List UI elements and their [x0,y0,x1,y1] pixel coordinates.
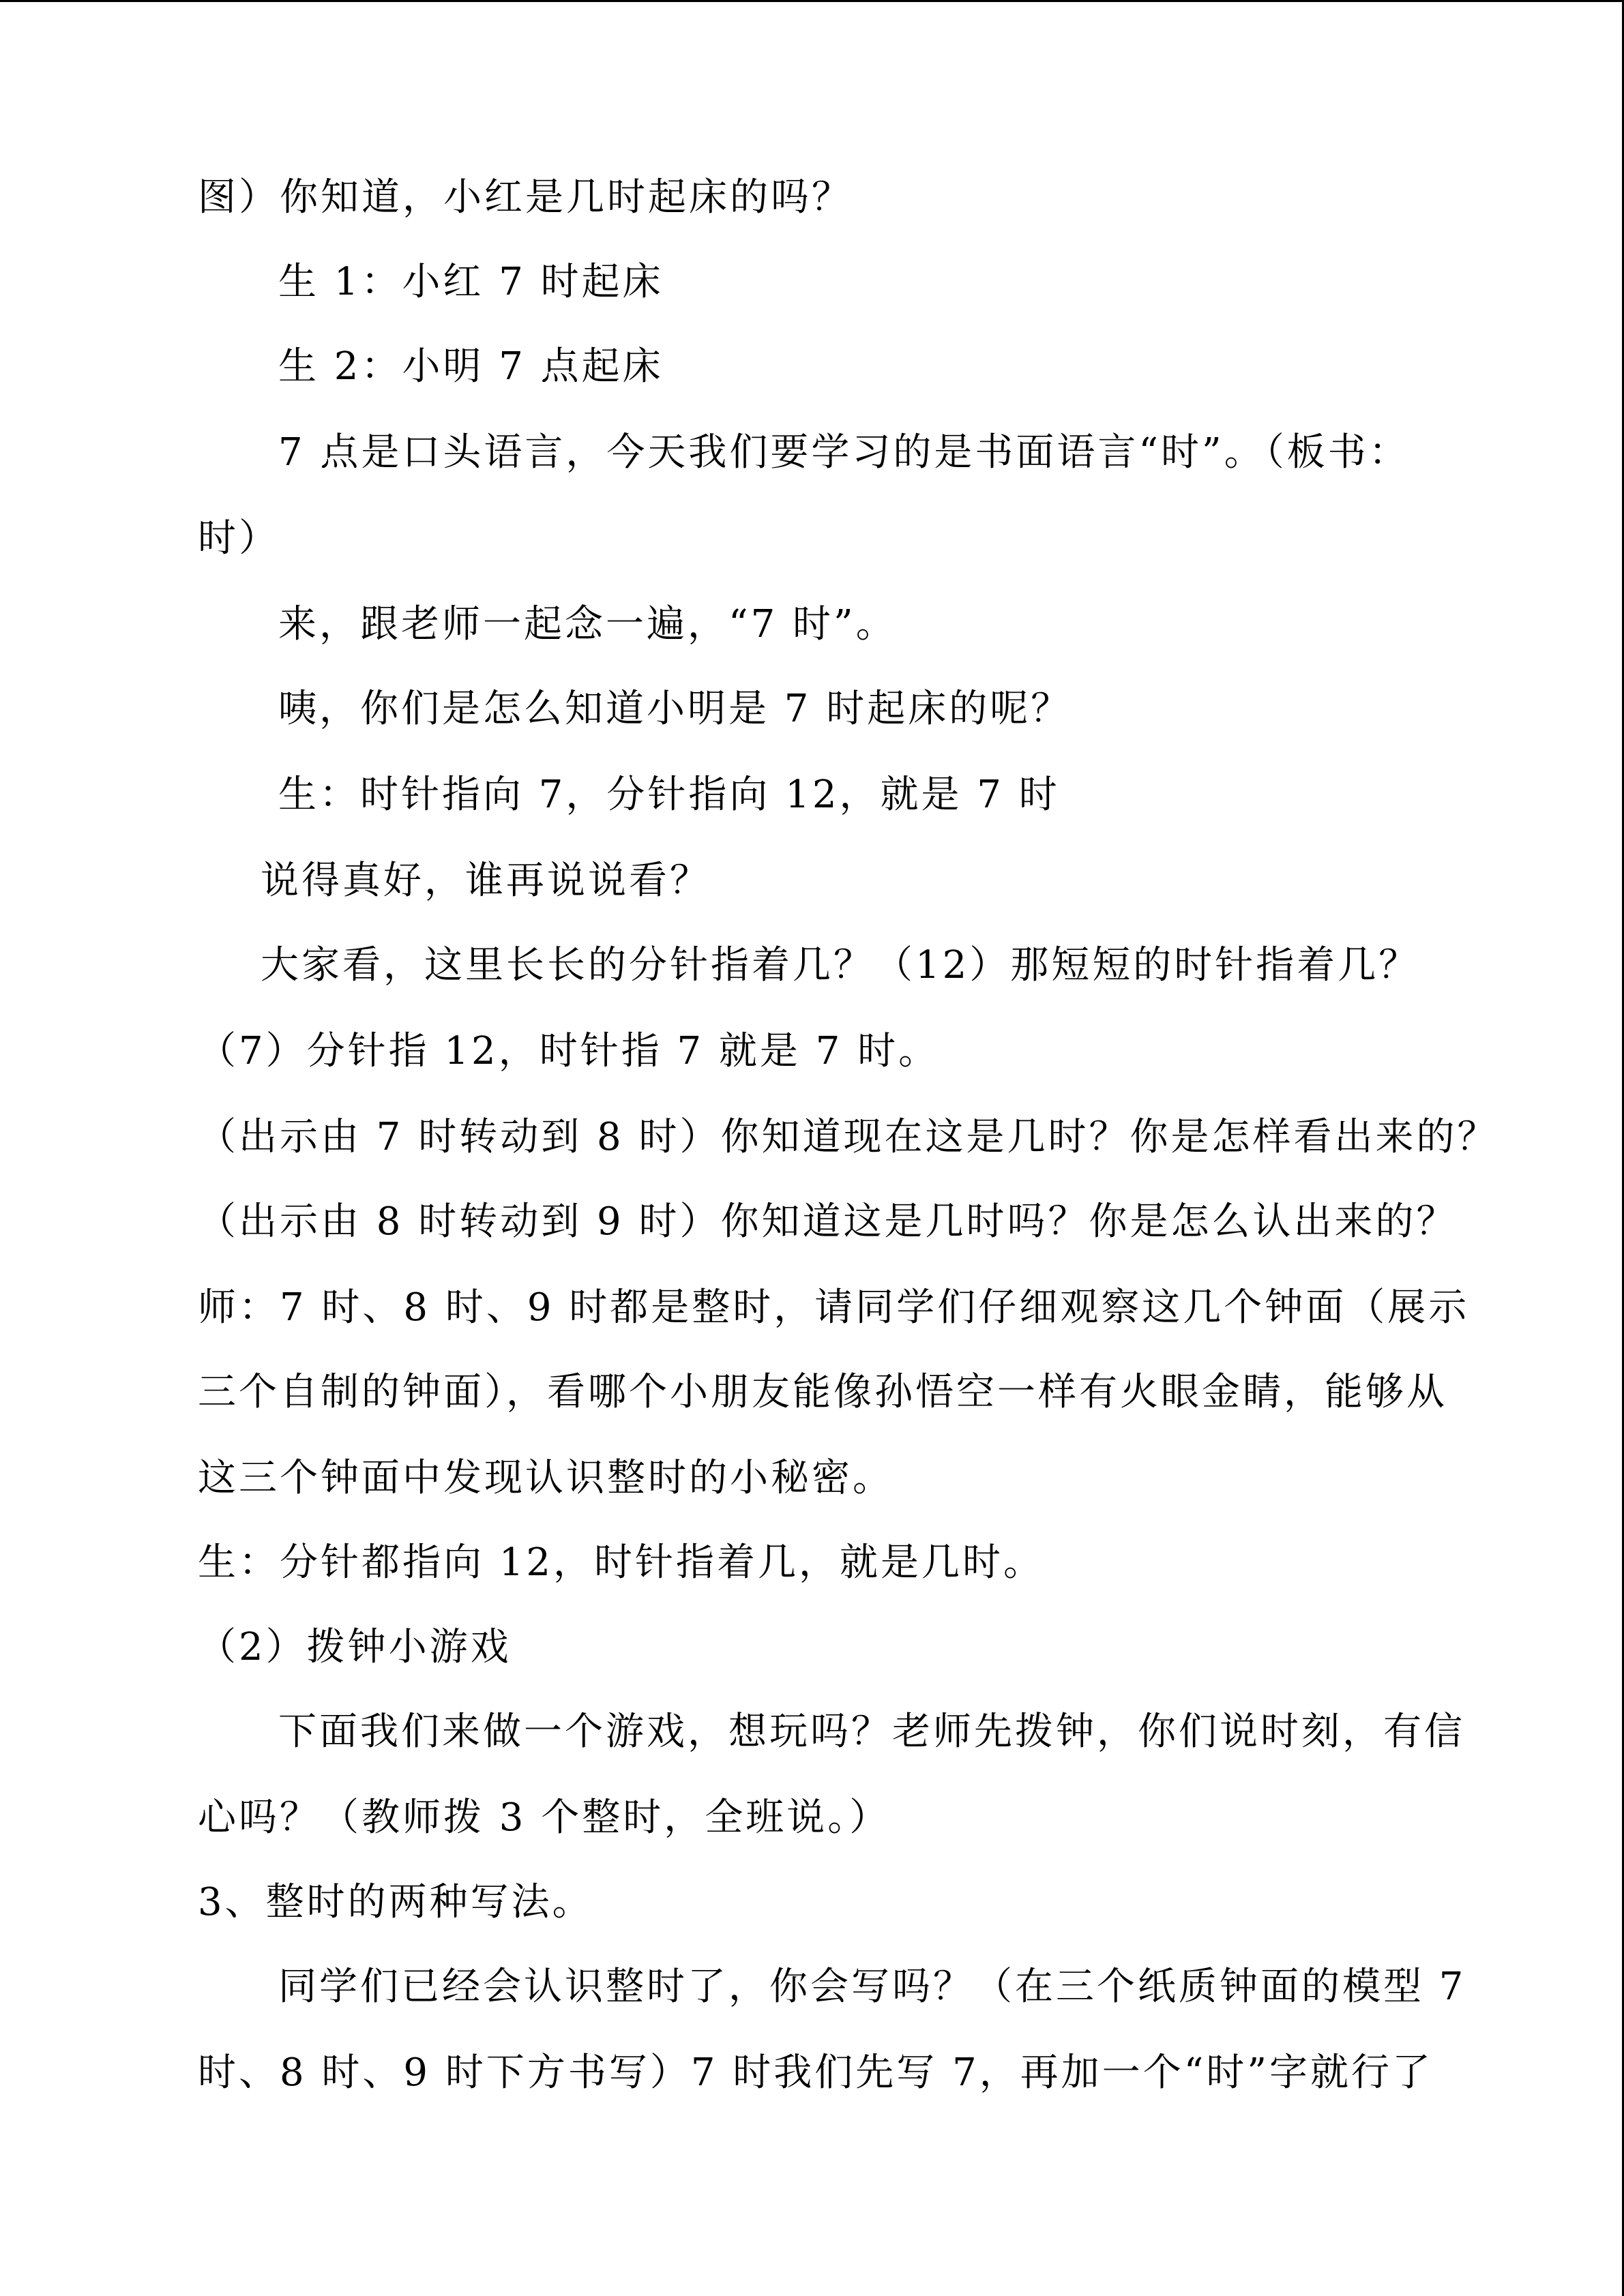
text-line-3: 生 2：小明 7 点起床 [278,344,664,389]
text-line-10: 大家看，这里长长的分针指着几？（12）那短短的时针指着几？ [261,943,1420,987]
text-line-16: 这三个钟面中发现认识整时的小秘密。 [198,1456,894,1500]
text-line-8: 生：时针指向 7，分针指向 12，就是 7 时 [278,773,1060,817]
text-line-7: 咦，你们是怎么知道小明是 7 时起床的呢？ [278,687,1072,731]
top-border-line [0,0,1624,2]
text-line-9: 说得真好，谁再说说看？ [261,859,711,903]
text-line-6: 来，跟老师一起念一遍，“7 时”。 [278,602,897,646]
text-line-22: 同学们已经会认识整时了，你会写吗？（在三个纸质钟面的模型 7 [278,1965,1466,2009]
text-line-12: （出示由 7 时转动到 8 时）你知道现在这是几时？你是怎样看出来的？ [198,1115,1498,1159]
text-line-17: 生：分针都指向 12，时针指着几，就是几时。 [198,1540,1045,1585]
text-line-20: 心吗？（教师拨 3 个整时，全班说。） [198,1795,891,1840]
text-line-13: （出示由 8 时转动到 9 时）你知道这是几时吗？你是怎么认出来的？ [198,1199,1458,1244]
text-line-1: 图）你知道，小红是几时起床的吗？ [198,175,853,220]
text-line-4: 7 点是口头语言，今天我们要学习的是书面语言“时”。（板书： [278,430,1410,475]
text-line-18: （2）拨钟小游戏 [198,1625,512,1669]
text-line-15: 三个自制的钟面），看哪个小朋友能像孙悟空一样有火眼金睛，能够从 [198,1370,1447,1414]
text-line-11: （7）分针指 12，时针指 7 就是 7 时。 [198,1029,940,1073]
text-line-21: 3、整时的两种写法。 [198,1880,593,1924]
text-line-2: 生 1：小红 7 时起床 [278,260,664,304]
text-line-14: 师：7 时、8 时、9 时都是整时，请同学们仔细观察这几个钟面（展示 [198,1285,1470,1330]
text-line-5: 时） [198,516,280,561]
text-line-23: 时、8 时、9 时下方书写）7 时我们先写 7，再加一个“时”字就行了 [198,2051,1433,2095]
text-line-19: 下面我们来做一个游戏，想玩吗？老师先拨钟，你们说时刻，有信 [278,1710,1465,1754]
